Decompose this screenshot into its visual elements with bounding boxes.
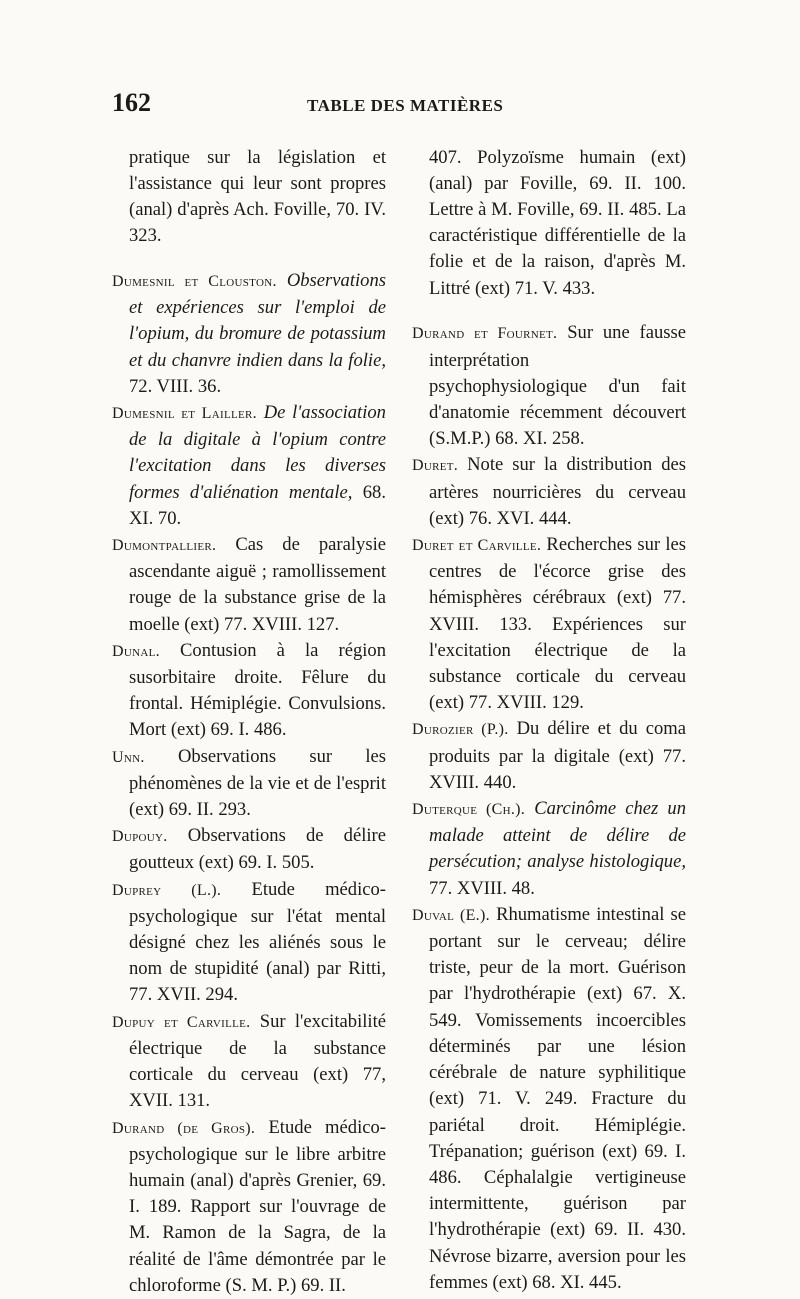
running-title: TABLE DES MATIÈRES	[307, 96, 504, 115]
right-column	[412, 126, 686, 1296]
entry-title: Observations et expériences sur l'emploi de l'opium, du bromure de potassium et du chanvre indien dans la folie,	[129, 270, 386, 371]
index-entry	[112, 877, 386, 1009]
entry-author: Dupouy.	[112, 828, 168, 846]
index-entry	[112, 400, 386, 532]
entry-author: Durand et Fournet.	[412, 325, 558, 343]
entry-text: Etude médico-psychologique sur l'état mental désigné chez les aliénés sous le nom de stupidité (anal) par Ritti, 77. XVII. 294.	[129, 878, 386, 1006]
index-entry	[412, 716, 686, 796]
entry-text: Rhumatisme intestinal se portant sur le cerveau; délire triste, peur de la mort. Guérison par l'hydrothérapie (ext) 67. X. 549. Vomissements incoercibles déterminés par une lésion cérébrale de nature syphilitique (ext) 71. V. 249. Fracture du pariétal droit. Hémiplégie. Trépanation; guérison (ext) 69. I. 486. Céphalalgie vertigineuse intermittente, guérison par l'hydrothérapie (ext) 69. II. 430. Névrose bizarre, aversion pour les femmes (ext) 68. XI. 445.	[429, 903, 686, 1293]
index-entry	[112, 268, 386, 400]
entry-author: Durozier (P.).	[412, 721, 509, 739]
entry-author: Durand (de Gros).	[112, 1119, 256, 1137]
entry-text: Observations de délire goutteux (ext) 69. I. 505.	[129, 825, 386, 874]
entry-text: Sur une fausse interprétation psychophysiologique d'un fait d'anatomie récemment découvert (S.M.P.) 68. XI. 258.	[429, 322, 686, 450]
entry-text: Contusion à la région susorbitaire droite. Fêlure du frontal. Hémiplégie. Convulsions. Mort (ext) 69. I. 486.	[129, 639, 386, 741]
entry-text: Etude médico-psychologique sur le libre arbitre humain (anal) d'après Grenier, 69. I. 189. Rapport sur l'ouvrage de M. Ramon de la Sagra, de la réalité de l'âme démontrée par le chloroforme (S. M. P.) 69. II.	[129, 1116, 386, 1296]
entry-text: 77. XVIII. 48.	[429, 877, 535, 899]
entry-text: Cas de paralysie ascendante aiguë ; ramollissement rouge de la substance grise de la moelle (ext) 77. XVIII. 127.	[129, 534, 386, 635]
entry-text: Sur l'excitabilité électrique de la substance corticale du cerveau (ext) 77, XVII. 131.	[129, 1010, 386, 1112]
entry-author: Dunal.	[112, 642, 160, 660]
index-entry	[112, 744, 386, 824]
index-entry	[112, 823, 386, 876]
entry-author: Dumesnil et Clouston.	[112, 273, 277, 290]
index-entry	[112, 638, 386, 744]
entry-title: Carcinôme chez un malade atteint de délire de persécution; analyse histologique,	[429, 798, 686, 873]
index-entry-continuation	[112, 145, 386, 250]
index-entry	[412, 796, 686, 902]
entry-text: 68. XI. 70.	[129, 481, 386, 529]
entry-text: pratique sur la législation et l'assistance qui leur sont propres (anal) d'après Ach. Foville, 70. IV. 323.	[129, 146, 386, 247]
index-entry	[112, 1009, 386, 1115]
index-entry-continuation	[412, 145, 686, 302]
entry-text: Note sur la distribution des artères nourricières du cerveau (ext) 76. XVI. 444.	[429, 454, 686, 529]
entry-author: Dumontpallier.	[112, 537, 217, 555]
entry-author: Duprey (L.).	[112, 881, 222, 899]
entry-text: 72. VIII. 36.	[129, 375, 222, 397]
index-entry	[412, 320, 686, 452]
entry-author: Dupuy et Carville.	[112, 1013, 251, 1031]
index-entry	[112, 532, 386, 638]
index-entry	[412, 532, 686, 716]
index-entry	[412, 452, 686, 532]
entry-author: Duval (E.).	[412, 906, 490, 924]
left-column	[112, 126, 386, 1299]
entry-author: Duterque (Ch.).	[412, 801, 526, 819]
entry-text: 407. Polyzoïsme humain (ext) (anal) par Foville, 69. II. 100. Lettre à M. Foville, 69. II. 485. La caractéristique différentielle de la folie et de la raison, d'après M. Littré (ext) 71. V. 433.	[429, 146, 686, 299]
index-entry	[112, 1115, 386, 1299]
entry-author: Dumesnil et Lailler.	[112, 405, 257, 423]
entry-text: Observations sur les phénomènes de la vie et de l'esprit (ext) 69. II. 293.	[129, 745, 386, 821]
entry-title: De l'association de la digitale à l'opium contre l'excitation dans les diverses formes d'aliénation mentale,	[129, 402, 386, 503]
entry-author: Duret.	[412, 457, 459, 475]
entry-text: Recherches sur les centres de l'écorce grise des hémisphères cérébraux (ext) 77. XVIII. 133. Expériences sur l'excitation électrique de la substance corticale du cerveau (ext) 77. XVIII. 129.	[429, 534, 686, 714]
index-entry	[412, 902, 686, 1296]
entry-text: Du délire et du coma produits par la digitale (ext) 77. XVIII. 440.	[429, 718, 686, 793]
entry-author: Unn.	[112, 748, 145, 766]
page-header	[112, 88, 688, 122]
entry-author: Duret et Carville.	[412, 537, 542, 555]
page-number: 162	[112, 88, 151, 117]
